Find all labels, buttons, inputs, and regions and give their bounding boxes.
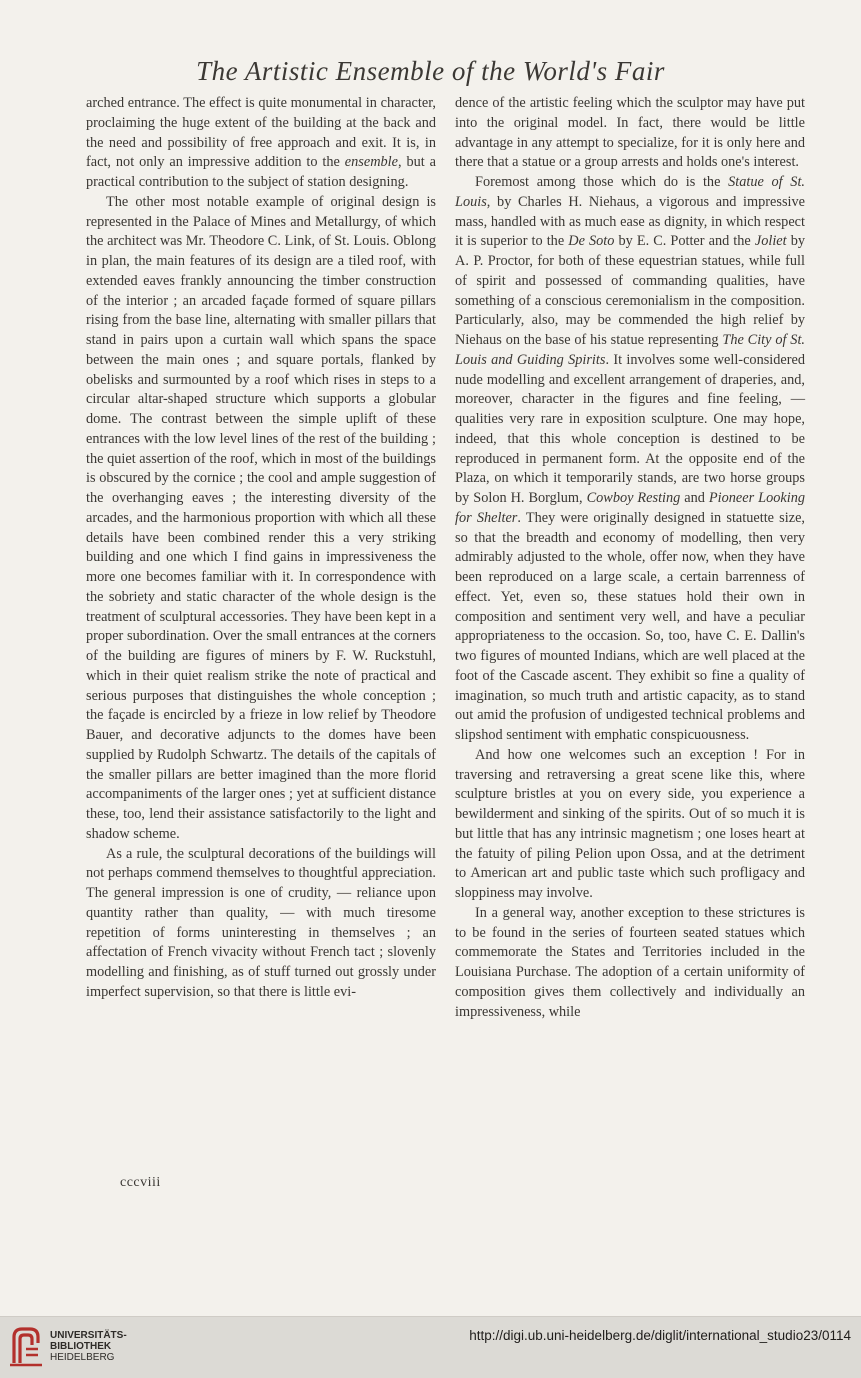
text-run: And how one welcomes such an exception ! For in traversing and retraversing a great scene like this, where sculpture bristles at you on every side, you experience a bewilderment and sinking of the spirits. Out of so much it is but little that has any intrinsic magnetism ; one loses heart at the fatuity of piling Pelion upon Ossa, and at the detriment to American art and public taste which such profligacy and sloppiness may involve. [455,746,805,901]
right-column-paragraph [455,746,805,904]
text-run: dence of the artistic feeling which the sculptor may have put into the original model. In fact, there would be little advantage in any attempt to specialize, for it is only here and there that a statue or a group arrests and holds one's interest. [455,95,805,171]
left-column [86,94,436,1003]
left-column-paragraph [86,845,436,1003]
right-column-paragraph [455,904,805,1023]
text-run: , but a practical contribution to the subject of station designing. [86,154,436,190]
footer-bar [0,1316,861,1378]
text-run: by E. C. Potter and the [614,233,755,250]
text-run: In a general way, another exception to these strictures is to be found in the series of fourteen seated statues which commemorate the States and Territories included in the Louisiana Purchase. The adoption of a certain uniformity of composition gives them collectively and individually an impressiveness, while [455,904,805,1020]
text-run: and [680,490,709,506]
italic-title: ensemble [344,154,398,171]
right-column-paragraph [455,94,805,173]
library-name-line-2: BIBLIOTHEK [50,1341,112,1352]
text-run: Foremost among those which do is the [475,174,729,190]
right-column-paragraph [455,173,805,746]
italic-title: Cowboy Resting [586,490,681,506]
page-number: cccviii [120,1175,161,1190]
library-name-line-1: UNIVERSITÄTS- [50,1330,127,1341]
text-run: . They were originally designed in statuette size, so that the breadth and economy of modelling, then very admirably adjusted to the whole, offer now, when they have been reproduced on a large scale, a certain barrenness of effect. Yet, even so, these statues hold their own in composition and sentiment very well, and have a peculiar appropriateness to the occasion. So, too, have C. E. Dallin's two figures of mounted Indians, which are well placed at the foot of the Cascade ascent. They exhibit so fine a quality of imagination, so much truth and artistic capacity, as to stand out amid the profusion of undigested technical problems and slipshod sentiment with emphatic conspicuousness. [455,509,805,743]
source-url-link[interactable]: http://digi.ub.uni-heidelberg.de/diglit/international_studio23/0114 [469,1328,851,1343]
italic-title: De Soto [568,233,615,250]
right-column [455,94,805,1022]
text-run: . It involves some well-considered nude modelling and excellent arrangement of draperies, and, moreover, character in the figures and fine feeling, — qualities very rare in exposition sculpture. One may hope, indeed, that this whole conception is destined to be reproduced in permanent form. At the opposite end of the Plaza, on which it temporarily stands, are two horse groups by Solon H. Borglum, [455,351,805,506]
italic-title: Joliet [754,233,787,250]
text-run: arched entrance. The effect is quite monumental in character, proclaiming the huge extent of the building at the back and the need and possibility of free approach and exit. It is, in fact, not only an impressive addition to the [86,95,436,171]
university-library-logo-icon [8,1323,44,1369]
text-run: The other most notable example of original design is represented in the Palace of Mines and Metallurgy, of which the architect was Mr. Theodore C. Link, of St. Louis. Oblong in plan, the main features of its design are a tiled roof, with extended eaves frankly announcing the timber construction of the interior ; an arcaded façade formed of square pillars rising from the base line, alternating with smaller pillars that stand in pairs upon a curtain wall which spans the space between the main ones ; and square portals, flanked by obelisks and surmounted by a roof which rises in steps to a circular altar-shaped structure which supports a globular dome. The contrast between the simple uplift of these entrances with the low level lines of the rest of the building ; the quiet assertion of the roof, which in most of the buildings is obscured by the cornice ; the cool and ample suggestion of the overhanging eaves ; the interesting diversity of the arcades, and the harmonious proportion with which all these details have been combined render this a very striking building and one which I find gains in impressiveness the more one becomes familiar with it. In correspondence with the sobriety and static character of the whole design is the treatment of sculptural accessories. They have been kept in a proper subordination. Over the small entrances at the corners of the building are figures of miners by F. W. Ruckstuhl, which in their quiet realism strike the note of practical and serious purposes that distinguishes the whole conception ; the façade is encircled by a frieze in low relief by Theodore Bauer, and decorative adjuncts to the domes have been supplied by Rudolph Schwartz. The details of the capitals of the smaller pillars are better imagined than the more florid accompaniments of the larger ones ; yet at sufficient distance these, too, lend their assistance satisfactorily to the light and shadow scheme. [86,193,436,842]
italic-title: Pioneer Looking for Shelter [455,490,805,526]
library-name [50,1330,127,1363]
italic-title: Statue of St. Louis [455,174,806,210]
text-run: by A. P. Proctor, for both of these equestrian statues, while full of spirit and possessed of commanding qualities, have something of a conscious ceremonialism in the composition. Particularly, also, may be commended the high relief by Niehaus on the base of his statue representing [455,233,805,348]
left-column-paragraph [86,94,436,193]
left-column-paragraph [86,193,436,845]
running-head: The Artistic Ensemble of the World's Fair [196,56,665,86]
library-name-line-3: HEIDELBERG [50,1352,115,1363]
text-run: As a rule, the sculptural decorations of the buildings will not perhaps commend themselves to thoughtful appreciation. The general impression is one of crudity, — reliance upon quantity rather than quality, — with much tiresome repetition of forms uninteresting in themselves ; an affectation of French vivacity without French tact ; slovenly modelling and finishing, as of stuff turned out grossly under imperfect supervision, so that there is little evi- [86,845,436,1000]
italic-title: The City of St. Louis and Guiding Spirits [455,332,805,368]
text-run: , by Charles H. Niehaus, a vigorous and impressive mass, handled with as much ease as dignity, in which respect it is superior to the [455,193,805,250]
